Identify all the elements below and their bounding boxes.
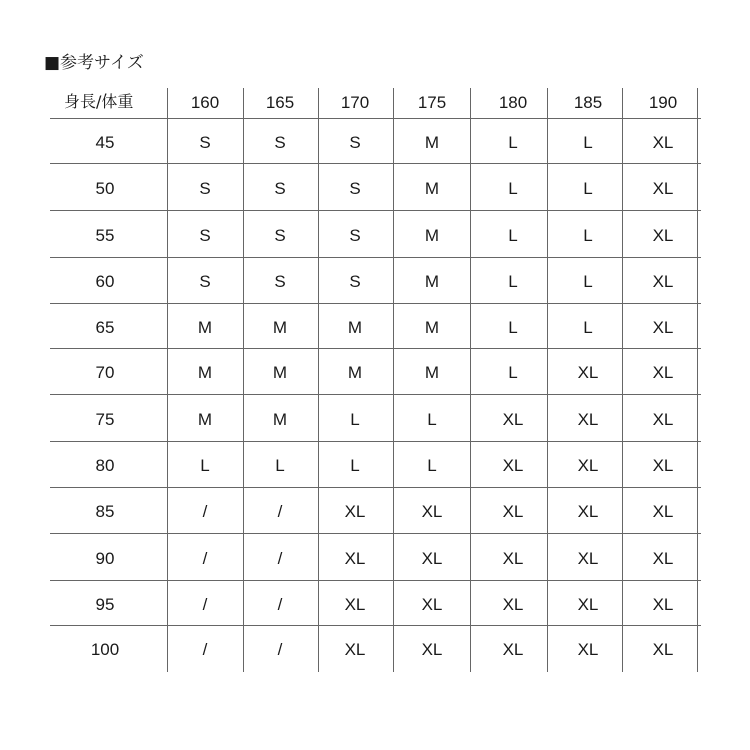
size-cell: L xyxy=(583,317,593,337)
row-divider xyxy=(50,533,701,534)
size-cell: S xyxy=(199,272,211,291)
size-cell: XL xyxy=(652,456,674,475)
size-cell: L xyxy=(508,272,518,291)
size-cell: XL xyxy=(421,594,443,614)
size-cell: XL xyxy=(502,409,524,429)
size-cell: S xyxy=(199,132,211,152)
height-header: 160 xyxy=(190,93,220,112)
column-divider xyxy=(243,88,244,672)
size-cell: / xyxy=(202,502,208,521)
size-cell: / xyxy=(202,548,208,568)
size-cell: L xyxy=(508,132,518,152)
row-divider xyxy=(50,394,701,395)
size-cell: S xyxy=(349,272,361,291)
row-divider xyxy=(50,303,701,304)
size-cell: XL xyxy=(344,639,366,659)
column-divider xyxy=(318,88,319,672)
size-cell: L xyxy=(427,456,437,475)
size-cell: XL xyxy=(652,639,674,659)
size-cell: L xyxy=(350,456,360,475)
size-cell: XL xyxy=(577,594,599,614)
size-cell: L xyxy=(583,272,593,291)
size-cell: / xyxy=(277,548,283,568)
size-cell: L xyxy=(583,132,593,152)
size-cell: S xyxy=(274,178,286,198)
row-divider xyxy=(50,163,701,164)
weight-label: 50 xyxy=(95,178,115,198)
size-cell: XL xyxy=(577,639,599,659)
size-cell: XL xyxy=(652,272,674,291)
size-cell: XL xyxy=(652,225,674,245)
size-cell: XL xyxy=(421,502,443,521)
size-cell: XL xyxy=(652,594,674,614)
column-divider xyxy=(393,88,394,672)
column-divider xyxy=(470,88,471,672)
size-cell: M xyxy=(424,317,440,337)
size-cell: M xyxy=(424,363,440,382)
corner-header: 身長/体重 xyxy=(64,92,134,111)
row-divider xyxy=(50,625,701,626)
size-cell: M xyxy=(272,317,288,337)
weight-label: 70 xyxy=(95,363,115,382)
row-divider xyxy=(50,257,701,258)
row-divider xyxy=(50,210,701,211)
size-cell: XL xyxy=(652,317,674,337)
row-divider xyxy=(50,487,701,488)
size-cell: XL xyxy=(502,456,524,475)
size-cell: XL xyxy=(652,363,674,382)
size-cell: XL xyxy=(344,594,366,614)
row-divider xyxy=(50,441,701,442)
size-cell: XL xyxy=(577,409,599,429)
size-cell: XL xyxy=(502,548,524,568)
size-cell: XL xyxy=(502,594,524,614)
size-cell: M xyxy=(272,363,288,382)
size-cell: M xyxy=(197,317,213,337)
size-cell: L xyxy=(583,178,593,198)
size-cell: XL xyxy=(577,363,599,382)
size-chart-title: ■参考サイズ xyxy=(44,53,144,73)
size-cell: XL xyxy=(577,456,599,475)
size-cell: XL xyxy=(344,548,366,568)
weight-label: 60 xyxy=(95,272,115,291)
weight-label: 55 xyxy=(95,225,115,245)
size-cell: L xyxy=(508,178,518,198)
row-divider xyxy=(50,118,701,119)
size-cell: L xyxy=(508,317,518,337)
row-divider xyxy=(50,348,701,349)
size-cell: / xyxy=(277,639,283,659)
size-cell: L xyxy=(200,456,210,475)
weight-label: 100 xyxy=(90,639,120,659)
size-cell: M xyxy=(197,363,213,382)
size-cell: M xyxy=(424,225,440,245)
size-cell: S xyxy=(199,225,211,245)
size-cell: XL xyxy=(344,502,366,521)
size-cell: S xyxy=(274,272,286,291)
weight-label: 80 xyxy=(95,456,115,475)
size-cell: S xyxy=(349,178,361,198)
size-cell: / xyxy=(277,502,283,521)
size-cell: XL xyxy=(502,502,524,521)
weight-label: 95 xyxy=(95,594,115,614)
column-divider xyxy=(167,88,168,672)
size-cell: XL xyxy=(652,178,674,198)
row-divider xyxy=(50,580,701,581)
size-cell: M xyxy=(424,132,440,152)
size-cell: L xyxy=(508,363,518,382)
height-header: 165 xyxy=(265,93,295,112)
size-cell: / xyxy=(277,594,283,614)
size-cell: L xyxy=(275,456,285,475)
size-cell: M xyxy=(197,409,213,429)
height-header: 185 xyxy=(573,93,603,112)
height-header: 175 xyxy=(417,93,447,112)
size-cell: XL xyxy=(577,502,599,521)
size-cell: XL xyxy=(421,548,443,568)
size-cell: XL xyxy=(652,502,674,521)
weight-label: 45 xyxy=(95,132,115,152)
weight-label: 90 xyxy=(95,548,115,568)
size-cell: XL xyxy=(652,132,674,152)
size-cell: S xyxy=(349,132,361,152)
height-header: 180 xyxy=(498,93,528,112)
size-cell: L xyxy=(583,225,593,245)
size-cell: M xyxy=(424,272,440,291)
size-cell: XL xyxy=(421,639,443,659)
size-cell: S xyxy=(274,132,286,152)
weight-label: 85 xyxy=(95,502,115,521)
weight-label: 75 xyxy=(95,409,115,429)
size-cell: L xyxy=(427,409,437,429)
size-cell: / xyxy=(202,639,208,659)
height-header: 190 xyxy=(648,93,678,112)
size-cell: M xyxy=(347,363,363,382)
size-cell: XL xyxy=(577,548,599,568)
size-cell: L xyxy=(508,225,518,245)
height-header: 170 xyxy=(340,93,370,112)
size-cell: S xyxy=(274,225,286,245)
weight-label: 65 xyxy=(95,317,115,337)
size-cell: XL xyxy=(652,548,674,568)
size-cell: S xyxy=(349,225,361,245)
size-cell: M xyxy=(272,409,288,429)
size-cell: M xyxy=(347,317,363,337)
size-cell: S xyxy=(199,178,211,198)
size-cell: XL xyxy=(502,639,524,659)
size-cell: / xyxy=(202,594,208,614)
size-cell: L xyxy=(350,409,360,429)
size-cell: M xyxy=(424,178,440,198)
size-cell: XL xyxy=(652,409,674,429)
